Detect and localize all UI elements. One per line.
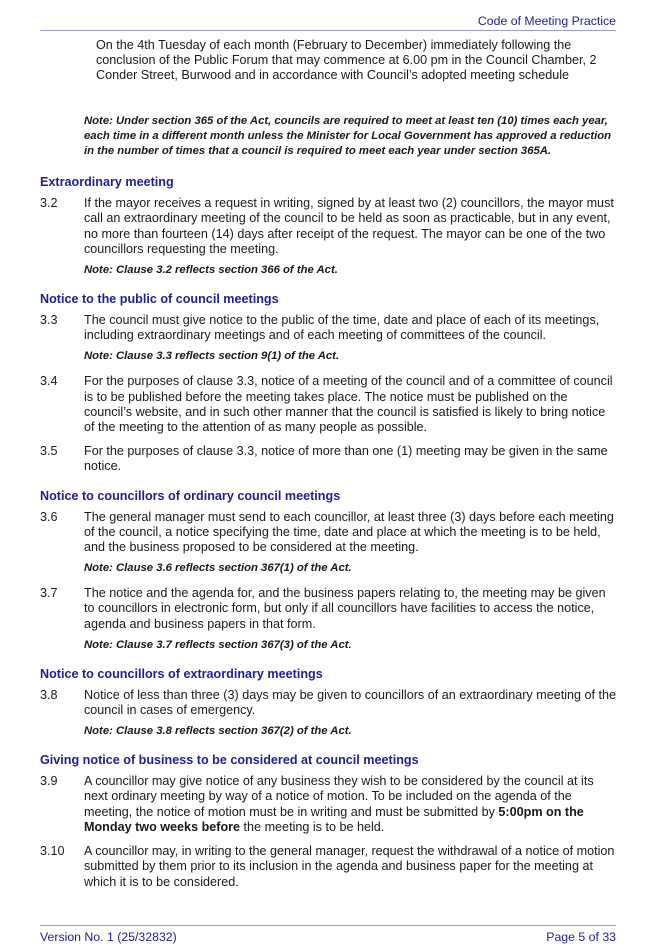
clause-number: 3.7	[40, 586, 58, 601]
page-header	[40, 10, 616, 31]
section-heading: Notice to the public of council meetings	[40, 292, 279, 307]
version-number: Version No. 1 (25/32832)	[40, 930, 177, 944]
clause-note: Note: Clause 3.3 reflects section 9(1) of the Act.	[84, 350, 340, 363]
section-365-note: Note: Under section 365 of the Act, councils are required to meet at least ten (10) times each year, each time in a different month unless the Minister for Local Government has approved a reduction in the number of times that a council is required to meet each year under section 365A.	[84, 114, 612, 158]
page-content	[40, 38, 616, 904]
clause-number: 3.10	[40, 844, 65, 859]
clause-3-3	[40, 313, 616, 343]
page-footer	[40, 925, 616, 944]
clause-note: Note: Clause 3.6 reflects section 367(1) of the Act.	[84, 562, 352, 575]
clause-number: 3.4	[40, 374, 58, 389]
section-heading: Notice to councillors of extraordinary meetings	[40, 666, 323, 681]
clause-text-start: A councillor may give notice of any business they wish to be considered by the council at its next ordinary meeting by way of a notice of motion. To be included on the agenda of the meeting, the notice of motion must be in writing and must be submitted by	[84, 774, 594, 819]
clause-3-10	[40, 844, 616, 890]
clause-number: 3.8	[40, 687, 58, 702]
clause-3-9	[40, 774, 616, 835]
section-notice-ordinary-meetings	[40, 489, 616, 653]
clause-text: For the purposes of clause 3.3, notice of a meeting of the council and of a committee of council is to be published before the meeting takes place. The notice must be published on the council’s website, and in such other manner that the council is satisfied is likely to bring notice of the meeting to the attention of as many people as possible.	[84, 374, 613, 435]
clause-3-5	[40, 444, 616, 474]
clause-text: The notice and the agenda for, and the business papers relating to, the meeting may be given to councillors in electronic form, but only if all councillors have facilities to access the notice, agenda and business papers in that form.	[84, 586, 606, 631]
clause-text-end: the meeting is to be held.	[240, 819, 385, 834]
section-extraordinary-meeting	[40, 175, 616, 278]
section-giving-notice-of-business	[40, 753, 616, 889]
clause-note: Note: Clause 3.7 reflects section 367(3) of the Act.	[84, 638, 352, 651]
section-heading: Giving notice of business to be considered at council meetings	[40, 753, 419, 768]
section-notice-extraordinary-meetings	[40, 667, 616, 739]
clause-text: The general manager must send to each councillor, at least three (3) days before each meeting of the council, a notice specifying the time, date and place at which the meeting is to be held, and the business proposed to be considered at the meeting.	[84, 509, 614, 555]
section-heading: Extraordinary meeting	[40, 175, 174, 190]
clause-note: Note: Clause 3.8 reflects section 367(2) of the Act.	[84, 725, 352, 738]
meeting-schedule-text: On the 4th Tuesday of each month (February to December) immediately following the conclusion of the Public Forum that may commence at 6.00 pm in the Council Chamber, 2 Conder Street, Burwood and in accordance with Council’s adopted meeting schedule	[96, 38, 597, 83]
clause-number: 3.6	[40, 509, 58, 524]
clause-text: If the mayor receives a request in writing, signed by at least two (2) councillors, the mayor must call an extraordinary meeting of the council to be held as soon as practicable, but in any event, no more than fourteen (14) days after receipt of the request. The mayor can be one of the two councillors requesting the meeting.	[84, 196, 614, 256]
clause-text: Notice of less than three (3) days may be given to councillors of an extraordinary meeting of the council in cases of emergency.	[84, 687, 617, 718]
clause-text: A councillor may, in writing to the general manager, request the withdrawal of a notice of motion submitted by them prior to its inclusion in the agenda and business paper for the meeting at which it is to be considered.	[84, 844, 615, 889]
clause-3-7	[40, 586, 616, 632]
document-title: Code of Meeting Practice	[477, 14, 616, 28]
clause-text: The council must give notice to the public of the time, date and place of each of its meetings, including extraordinary meetings and of each meeting of committees of the council.	[84, 313, 600, 343]
clause-number: 3.5	[40, 444, 58, 459]
section-notice-to-public	[40, 292, 616, 475]
clause-3-2	[40, 196, 616, 257]
clause-3-6	[40, 510, 616, 556]
section-heading: Notice to councillors of ordinary council meetings	[40, 488, 341, 503]
clause-number: 3.9	[40, 774, 58, 789]
page-number: Page 5 of 33	[546, 930, 616, 944]
clause-3-4	[40, 374, 616, 435]
clause-number: 3.2	[40, 196, 58, 211]
submission-deadline: 5:00pm on the Monday two weeks before	[84, 804, 584, 834]
clause-text: For the purposes of clause 3.3, notice of more than one (1) meeting may be given in the same notice.	[84, 444, 608, 474]
clause-text	[84, 774, 616, 835]
clause-3-8	[40, 688, 616, 718]
clause-number: 3.3	[40, 313, 58, 328]
clause-note: Note: Clause 3.2 reflects section 366 of the Act.	[84, 264, 338, 277]
